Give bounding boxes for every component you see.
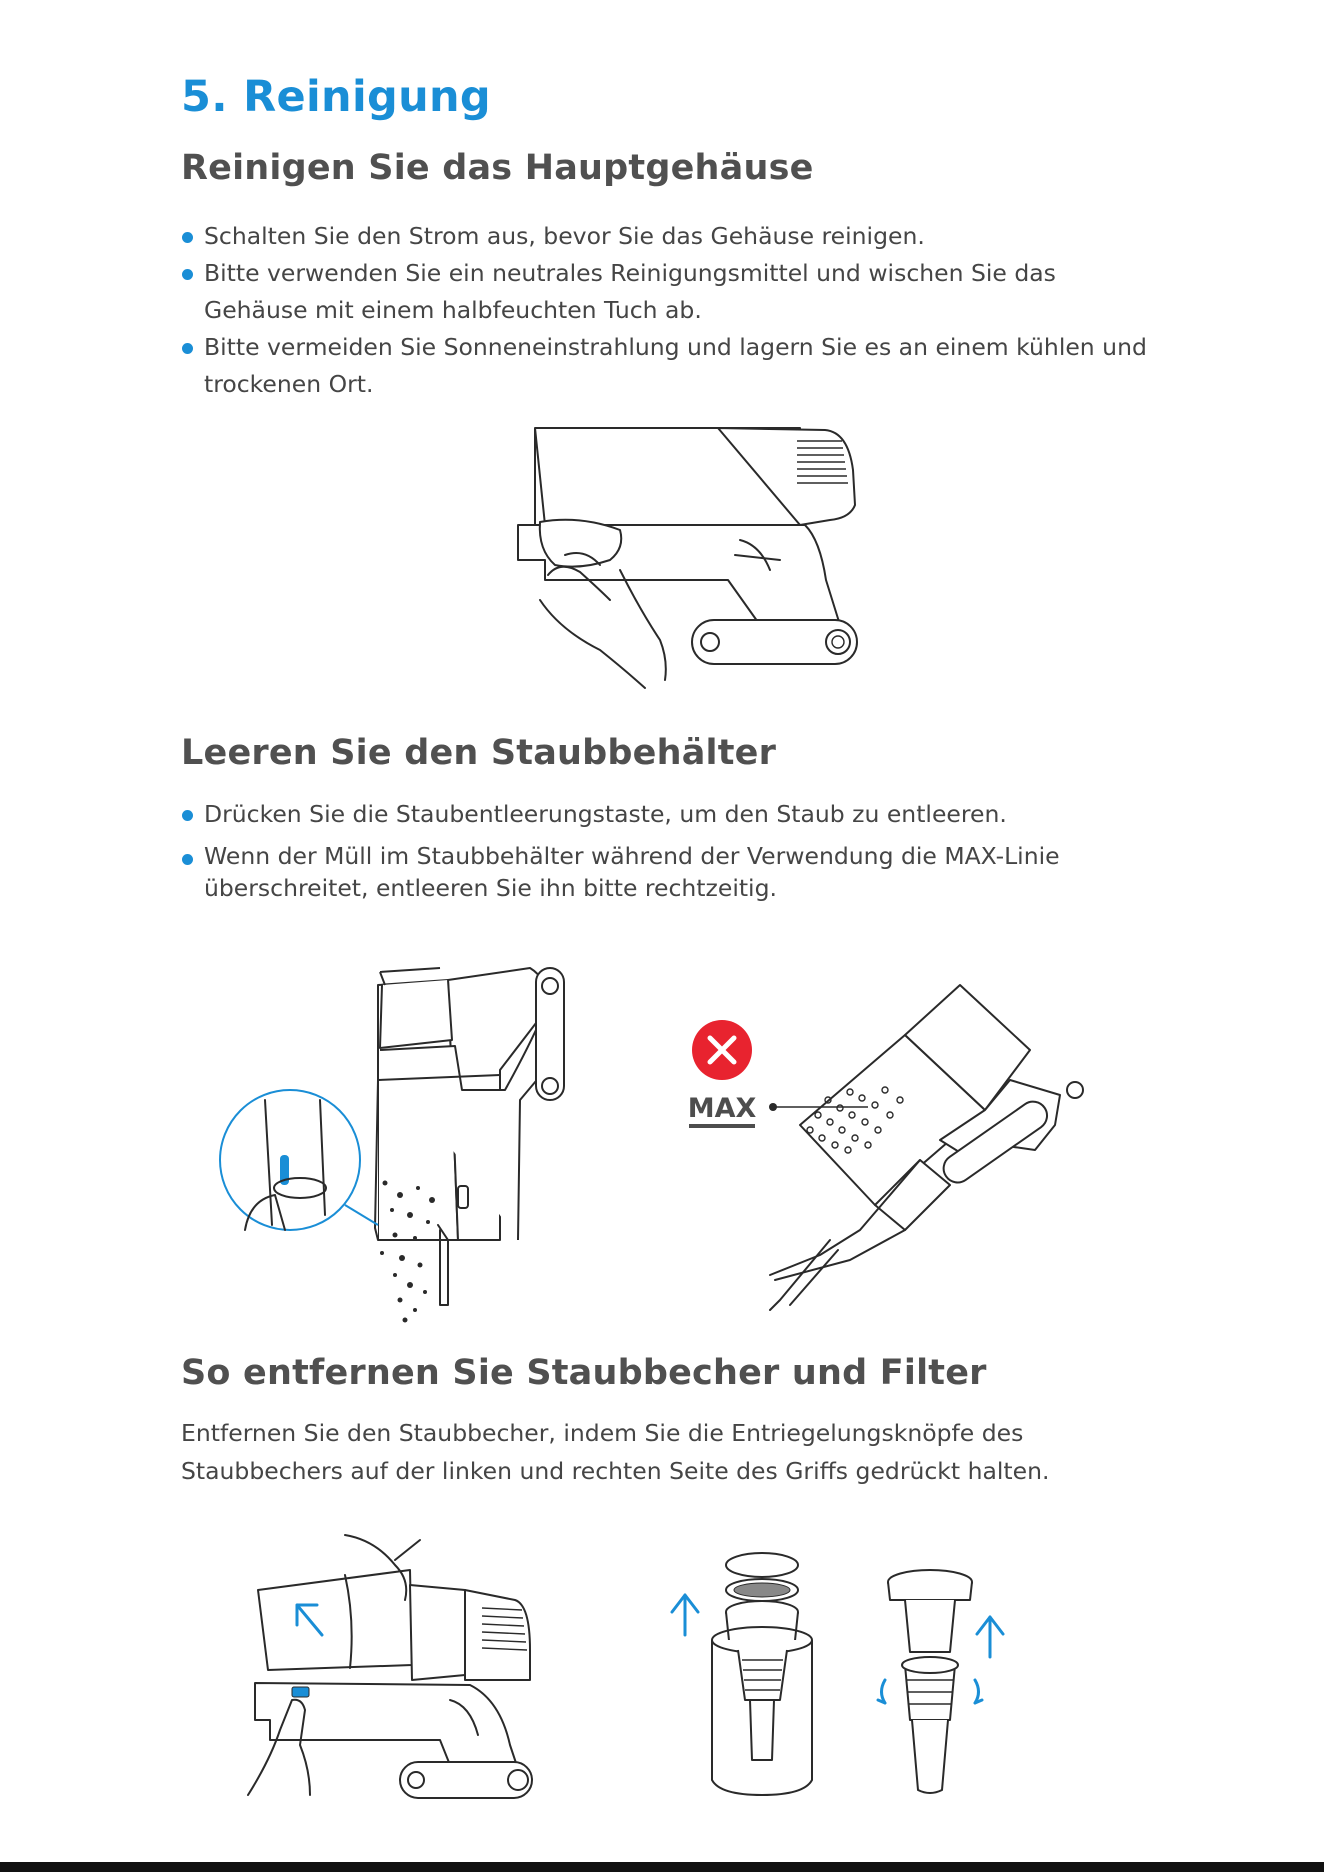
dust-cup-exploded-illustration [672, 1553, 812, 1795]
filter-assembly-illustration [878, 1570, 1003, 1793]
bullet-item: Wenn der Müll im Staubbehälter während der Verwendung die MAX-Linie überschreitet, entleeren Sie ihn bitte rechtzeitig. [181, 840, 1161, 904]
max-label: MAX [687, 1093, 757, 1124]
bullet-item: Drücken Sie die Staubentleerungstaste, um den Staub zu entleeren. [181, 796, 1161, 833]
page-bottom-border [0, 1862, 1324, 1872]
section-heading-remove-filter: So entfernen Sie Staubbecher und Filter [181, 1353, 987, 1393]
section-heading-main-housing: Reinigen Sie das Hauptgehäuse [181, 148, 814, 188]
remove-filter-paragraph: Entfernen Sie den Staubbecher, indem Sie die Entriegelungsknöpfe des Staubbechers auf der linken und rechten Seite des Griffs gedrückt halten. [181, 1419, 1050, 1485]
page-title: 5. Reinigung [181, 72, 491, 122]
section-heading-dust-container: Leeren Sie den Staubbehälter [181, 733, 777, 773]
bullet-item: Bitte vermeiden Sie Sonneneinstrahlung und lagern Sie es an einem kühlen und trockenen Ort. [181, 329, 1161, 403]
vacuum-cup-removal-illustration [248, 1535, 532, 1798]
bullet-item: Schalten Sie den Strom aus, bevor Sie das Gehäuse reinigen. [181, 218, 1161, 255]
bullet-item: Bitte verwenden Sie ein neutrales Reinigungsmittel und wischen Sie das Gehäuse mit einem halbfeuchten Tuch ab. [181, 255, 1161, 329]
